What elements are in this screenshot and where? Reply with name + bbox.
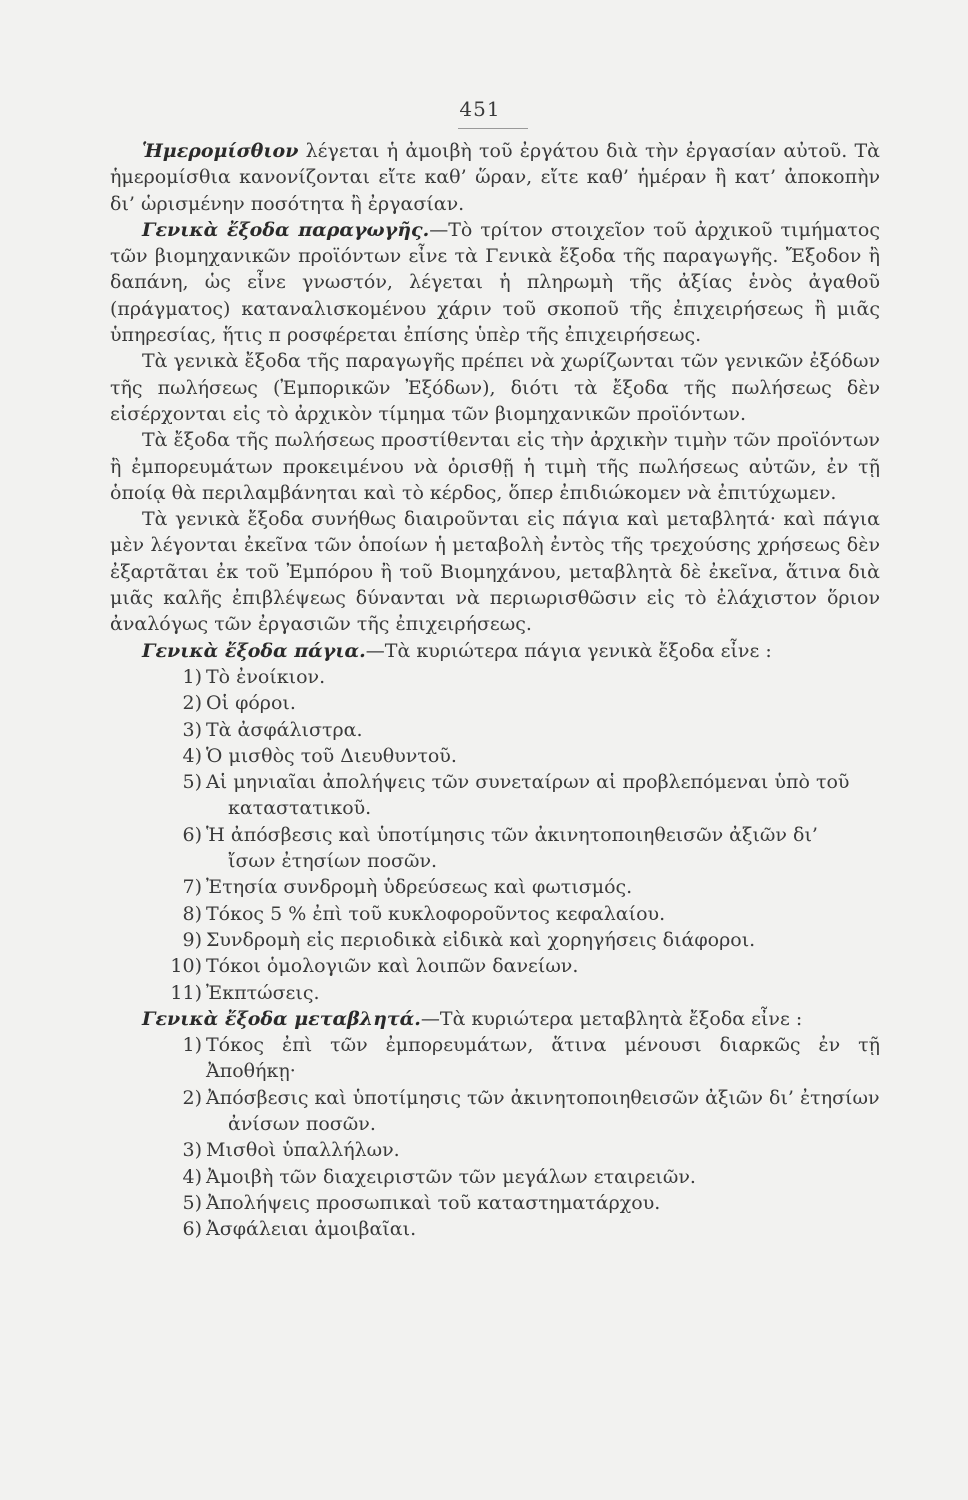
list-item-continuation: ἀνίσων ποσῶν. [228,1112,376,1135]
list-item [110,690,880,716]
list-item-number: 9) [182,928,202,951]
list-item-number: 11) [170,981,202,1004]
list-item-number: 6) [182,1218,202,1241]
list-item [110,717,880,743]
list-item [110,901,880,927]
list-item [110,1190,880,1216]
list-item-number: 1) [182,1034,202,1057]
list-item-number: 6) [182,823,202,846]
paragraph-general-expenses-text: —Τὸ τρίτον στοιχεῖον τοῦ ἀρχικοῦ τιμήματος τῶν βιομηχανικῶν προϊόντων εἶνε τὰ Γενικὰ ἔξοδα τῆς παραγωγῆς. Ἔξοδον ἢ δαπάνη, ὡς εἶνε γνωστόν, λέγεται ἡ πληρωμὴ τῆς ἀξίας ἑνὸς ἀγαθοῦ (πράγματος) καταναλισκομένου χάριν τοῦ σκοποῦ τῆς ἐπιχειρήσεως ἢ μιᾶς ὑπηρεσίας, ἥτις π ροσφέρεται ἐπίσης ὑπὲρ τῆς ἐπιχειρήσεως. [110,218,880,347]
list-item-number: 3) [182,718,202,741]
paragraph-separation: Τὰ γενικὰ ἔξοδα τῆς παραγωγῆς πρέπει νὰ χωρίζωνται τῶν γενικῶν ἐξόδων τῆς πωλήσεως (Ἐμπορικῶν Ἐξόδων), διότι τὰ ἔξοδα τῆς πωλήσεως δὲν εἰσέρχονται εἰς τὸ ἀρχικὸν τίμημα τῶν βιομηχανικῶν προϊόντων. [110,350,880,425]
term-variable-expenses: Γενικὰ ἔξοδα μεταβλητά. [142,1007,421,1030]
list-item-text: Τὰ ἀσφάλιστρα. [206,718,363,741]
list-item-number: 10) [170,955,202,978]
list-item [110,1164,880,1190]
list-item-text: Μισθοὶ ὑπαλλήλων. [206,1139,400,1162]
page-number-rule [458,128,528,129]
list-item-text: Τὸ ἐνοίκιον. [206,665,326,688]
list-item [110,743,880,769]
list-item [110,1085,880,1138]
list-item [110,1216,880,1242]
list-item-continuation: ἴσων ἐτησίων ποσῶν. [228,850,438,873]
list-item-text: Ἀπολήψεις προσωπικαὶ τοῦ καταστηματάρχου. [206,1191,661,1214]
term-general-expenses: Γενικὰ ἔξοδα παραγωγῆς. [142,218,430,241]
paragraph-fixed-variable: Τὰ γενικὰ ἔξοδα συνήθως διαιροῦνται εἰς πάγια καὶ μεταβλητά· καὶ πάγια μὲν λέγονται ἐκεῖνα τῶν ὁποίων ἡ μεταβολὴ ἐντὸς τῆς τρεχούσης χρήσεως δὲν ἐξαρτᾶται ἐκ τοῦ Ἐμπόρου ἢ τοῦ Βιομηχάνου, μεταβλητὰ δὲ ἐκεῖνα, ἅτινα διὰ μιᾶς καλῆς ἐπιβλέψεως δύνανται νὰ περιωρισθῶσιν εἰς τὸ ἐλάχιστον ὅριον ἀναλόγως τῶν ἐργασιῶν τῆς ἐπιχειρήσεως. [110,508,880,636]
list-item-text: Οἱ φόροι. [206,692,296,715]
list-item [110,953,880,979]
list-item [110,664,880,690]
list-item-text: Ὁ μισθὸς τοῦ Διευθυντοῦ. [206,744,457,767]
body-text [110,138,880,1242]
list-item [110,1137,880,1163]
list-item-number: 5) [182,1191,202,1214]
list-item [110,1032,880,1085]
term-wage: Ἡμερομίσθιον [142,140,299,162]
list-item-text: Ἐκπτώσεις. [206,981,320,1004]
paragraph-wage-text: λέγεται ἡ ἀμοιβὴ τοῦ ἐργάτου διὰ τὴν ἐργασίαν αὐτοῦ. Τὰ ἡμερομίσθια κανονίζονται εἴτε καθ’ ὥραν, εἴτε καθ’ ἡμέραν ἢ κατ’ ἀποκοπὴν δι’ ὡρισμένην ποσότητα ἢ ἐργασίαν. [110,140,880,215]
list-item-text: Τόκος ἐπὶ τῶν ἐμπορευμάτων, ἅτινα μένουσι διαρκῶς ἐν τῇ Ἀποθήκῃ· [206,1034,880,1083]
list-item-number: 1) [182,665,202,688]
variable-expenses-list [110,1032,880,1242]
fixed-expenses-list [110,664,880,1006]
list-item [110,769,880,822]
page-number: 451 [459,97,501,121]
term-fixed-expenses: Γενικὰ ἔξοδα πάγια. [142,639,366,662]
list-item-continuation: καταστατικοῦ. [228,797,372,820]
paragraph-sales-expenses: Τὰ ἔξοδα τῆς πωλήσεως προστίθενται εἰς τὴν ἀρχικὴν τιμὴν τῶν προϊόντων ἢ ἐμπορευμάτων προκειμένου νὰ ὁρισθῇ ἡ τιμὴ τῆς πωλήσεως αὐτῶν, ἐν τῇ ὁποίᾳ θὰ περιλαμβάνηται καὶ τὸ κέρδος, ὅπερ ἐπιδιώκομεν νὰ ἐπιτύχωμεν. [110,429,880,504]
list-item-number: 4) [182,1165,202,1188]
list-item [110,980,880,1006]
list-item [110,874,880,900]
list-item-text: Συνδρομὴ εἰς περιοδικὰ εἰδικὰ καὶ χορηγήσεις διάφοροι. [206,928,756,951]
heading-fixed-expenses-text: —Τὰ κυριώτερα πάγια γενικὰ ἔξοδα εἶνε : [365,639,772,662]
list-item [110,822,880,875]
list-item-number: 2) [182,1086,202,1109]
heading-variable-expenses [110,1006,880,1032]
list-item [110,927,880,953]
list-item-text: Αἱ μηνιαῖαι ἀπολήψεις τῶν συνεταίρων αἱ προβλεπόμεναι ὑπὸ τοῦ [206,771,850,794]
list-item-text: Τόκοι ὁμολογιῶν καὶ λοιπῶν δανείων. [206,955,579,978]
heading-variable-expenses-text: —Τὰ κυριώτερα μεταβλητὰ ἔξοδα εἶνε : [420,1007,803,1030]
paragraph-wage [110,138,880,217]
list-item-text: Ἐτησία συνδρομὴ ὑδρεύσεως καὶ φωτισμός. [206,876,633,899]
heading-fixed-expenses [110,638,880,664]
list-item-number: 8) [182,902,202,925]
list-item-text: Ἀσφάλειαι ἀμοιβαῖαι. [206,1218,417,1241]
list-item-text: Τόκος 5 % ἐπὶ τοῦ κυκλοφοροῦντος κεφαλαίου. [206,902,666,925]
list-item-number: 3) [182,1139,202,1162]
list-item-number: 5) [182,771,202,794]
list-item-number: 4) [182,744,202,767]
list-item-number: 2) [182,692,202,715]
list-item-text: Ἀπόσβεσις καὶ ὑποτίμησις τῶν ἀκινητοποιηθεισῶν ἀξιῶν δι’ ἐτησίων [206,1086,880,1109]
list-item-number: 7) [182,876,202,899]
paragraph-general-expenses [110,217,880,348]
list-item-text: Ἡ ἀπόσβεσις καὶ ὑποτίμησις τῶν ἀκινητοποιηθεισῶν ἀξιῶν δι’ [206,823,818,846]
list-item-text: Ἀμοιβὴ τῶν διαχειριστῶν τῶν μεγάλων εταιρειῶν. [206,1165,696,1188]
